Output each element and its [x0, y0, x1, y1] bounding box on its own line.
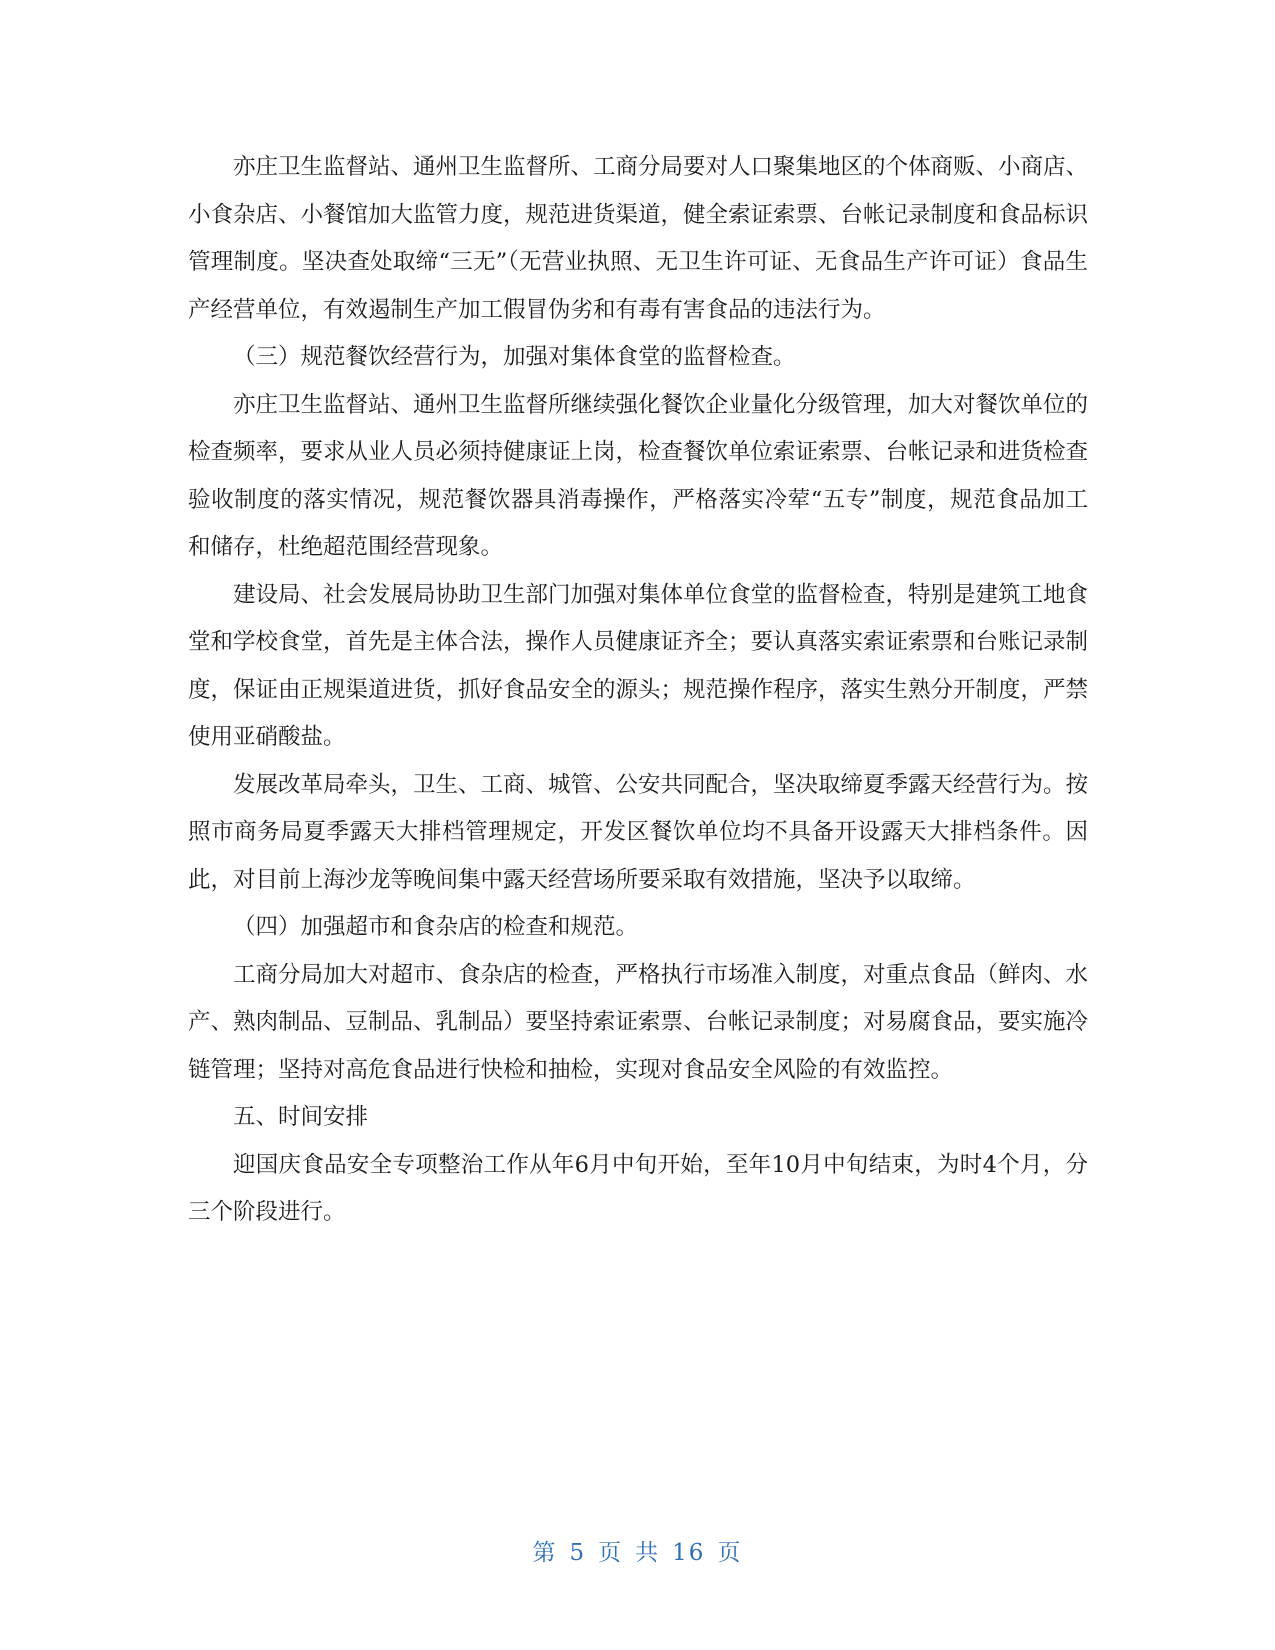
paragraph-catering-management: 亦庄卫生监督站、通州卫生监督所继续强化餐饮企业量化分级管理，加大对餐饮单位的检查频率，要求从业人员必须持健康证上岗，检查餐饮单位索证索票、台帐记录和进货检查验收制度的落实情况，规范餐饮器具消毒操作，严格落实冷荤“五专”制度，规范食品加工和储存，杜绝超范围经营现象。 [188, 391, 1089, 560]
footer-current-page: 5 [569, 1540, 587, 1566]
paragraph-collective-canteens: 建设局、社会发展局协助卫生部门加强对集体单位食堂的监督检查，特别是建筑工地食堂和学校食堂，首先是主体合法，操作人员健康证齐全；要认真落实索证索票和台账记录制度，保证由正规渠道进货，抓好食品安全的源头；规范操作程序，落实生熟分开制度，严禁使用亚硝酸盐。 [188, 581, 1089, 750]
section-heading-catering: （三）规范餐饮经营行为，加强对集体食堂的监督检查。 [233, 344, 796, 370]
footer-total-pages: 16 [672, 1540, 706, 1566]
footer-gong: 共 [635, 1540, 661, 1566]
footer-ye2: 页 [717, 1540, 743, 1566]
paragraph-supervision-vendors: 亦庄卫生监督站、通州卫生监督所、工商分局要对人口聚集地区的个体商贩、小商店、小食杂店、小餐馆加大监管力度，规范进货渠道，健全索证索票、台帐记录制度和食品标识管理制度。坚决查处取缔“三无”（无营业执照、无卫生许可证、无食品生产许可证）食品生产经营单位，有效遏制生产加工假冒伪劣和有毒有害食品的违法行为。 [188, 154, 1089, 323]
section-heading-schedule: 五、时间安排 [233, 1104, 369, 1130]
paragraph-schedule: 迎国庆食品安全专项整治工作从年6月中旬开始，至年10月中旬结束，为时4个月，分三个阶段进行。 [188, 1151, 1088, 1225]
document-body [188, 144, 1088, 1237]
paragraph-outdoor-stalls: 发展改革局牵头，卫生、工商、城管、公安共同配合，坚决取缔夏季露天经营行为。按照市商务局夏季露天大排档管理规定，开发区餐饮单位均不具备开设露天大排档条件。因此，对目前上海沙龙等晚间集中露天经营场所要采取有效措施，坚决予以取缔。 [188, 771, 1089, 893]
page-number-footer [0, 1534, 1275, 1567]
section-heading-supermarkets: （四）加强超市和食杂店的检查和规范。 [233, 914, 639, 940]
paragraph-supermarket-inspection: 工商分局加大对超市、食杂店的检查，严格执行市场准入制度，对重点食品（鲜肉、水产、熟肉制品、豆制品、乳制品）要坚持索证索票、台帐记录制度；对易腐食品，要实施冷链管理；坚持对高危食品进行快检和抽检，实现对食品安全风险的有效监控。 [188, 961, 1089, 1083]
footer-di: 第 [532, 1540, 558, 1566]
footer-ye: 页 [598, 1540, 624, 1566]
